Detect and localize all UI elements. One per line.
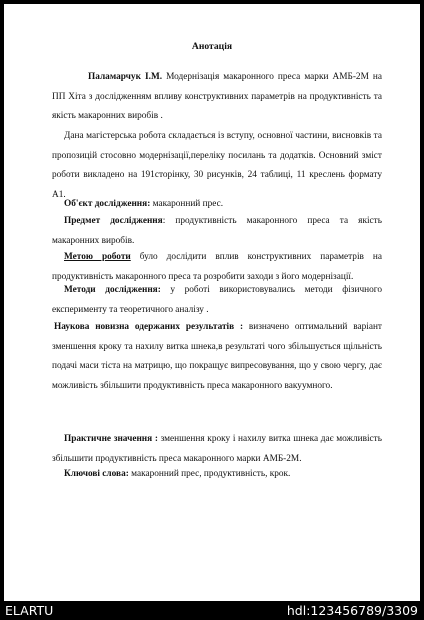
novelty-text: визначено оптимальний варіант зменшення кроку та нахилу витка шнека,в результаті чого збільшується щільність подачі маси тіста на матрицю, що покращує випресовування, що у свою чергу, дає можливість збільшити продуктивність преса макаронного вакуумного. bbox=[52, 322, 382, 391]
keywords-text: макаронний прес, продуктивність, крок. bbox=[128, 469, 291, 479]
practical-label: Практичне значення : bbox=[64, 434, 158, 444]
paragraph-author-text: Модернізація макаронного преса марки АМБ-2М на ПП Хіта з дослідженням впливу конструктивних параметрів на продуктивність та якість макаронних виробів . bbox=[52, 72, 383, 121]
keywords-label: Ключові слова: bbox=[64, 469, 129, 479]
practical-text: зменшення кроку і нахилу витка шнека дає можливість збільшити продуктивність преса макаронного марки АМБ-2М. bbox=[52, 434, 382, 464]
paragraph-methods bbox=[52, 281, 382, 320]
paragraph-structure bbox=[52, 127, 382, 205]
subject-label: Предмет дослідження bbox=[64, 216, 163, 226]
footer-repository-name: ELARTU bbox=[5, 603, 54, 618]
paragraph-structure-text: Дана магістерська робота складається із вступу, основної частини, висновків та пропозицій стосовно модернізації,переліку посилань та додатків. Основний зміст роботи викладено на 191сторінку, 30 рисунків, 24 таблиці, 11 креслень формату А1. bbox=[52, 131, 382, 200]
paragraph-keywords bbox=[52, 465, 382, 485]
object-text: макаронний прес. bbox=[150, 199, 224, 209]
methods-label: Методи дослідження: bbox=[64, 285, 161, 295]
paragraph-practical bbox=[52, 430, 382, 469]
footer-handle: hdl:123456789/3309 bbox=[286, 603, 418, 618]
goal-label: Метою роботи bbox=[64, 252, 131, 262]
document-page bbox=[4, 4, 420, 601]
methods-text: у роботі використовувались методи фізичного експерименту та теоретичного аналізу . bbox=[52, 285, 382, 315]
subject-text: : продуктивність макаронного преса та якість макаронних виробів. bbox=[52, 216, 382, 246]
paragraph-subject bbox=[52, 212, 382, 251]
novelty-label: Наукова новизна одержаних результатів : bbox=[54, 322, 244, 332]
goal-text: було дослідити вплив конструктивних параметрів на продуктивність макаронного преса та розробити заходи з його модернізації. bbox=[52, 252, 383, 282]
paragraph-author bbox=[52, 68, 382, 127]
page-title: Анотація bbox=[191, 41, 233, 52]
author-name: Паламарчук І.М. bbox=[88, 72, 163, 82]
footer-bar bbox=[0, 601, 424, 620]
object-label: Об'єкт дослідження: bbox=[64, 199, 151, 209]
paragraph-novelty bbox=[52, 318, 382, 396]
